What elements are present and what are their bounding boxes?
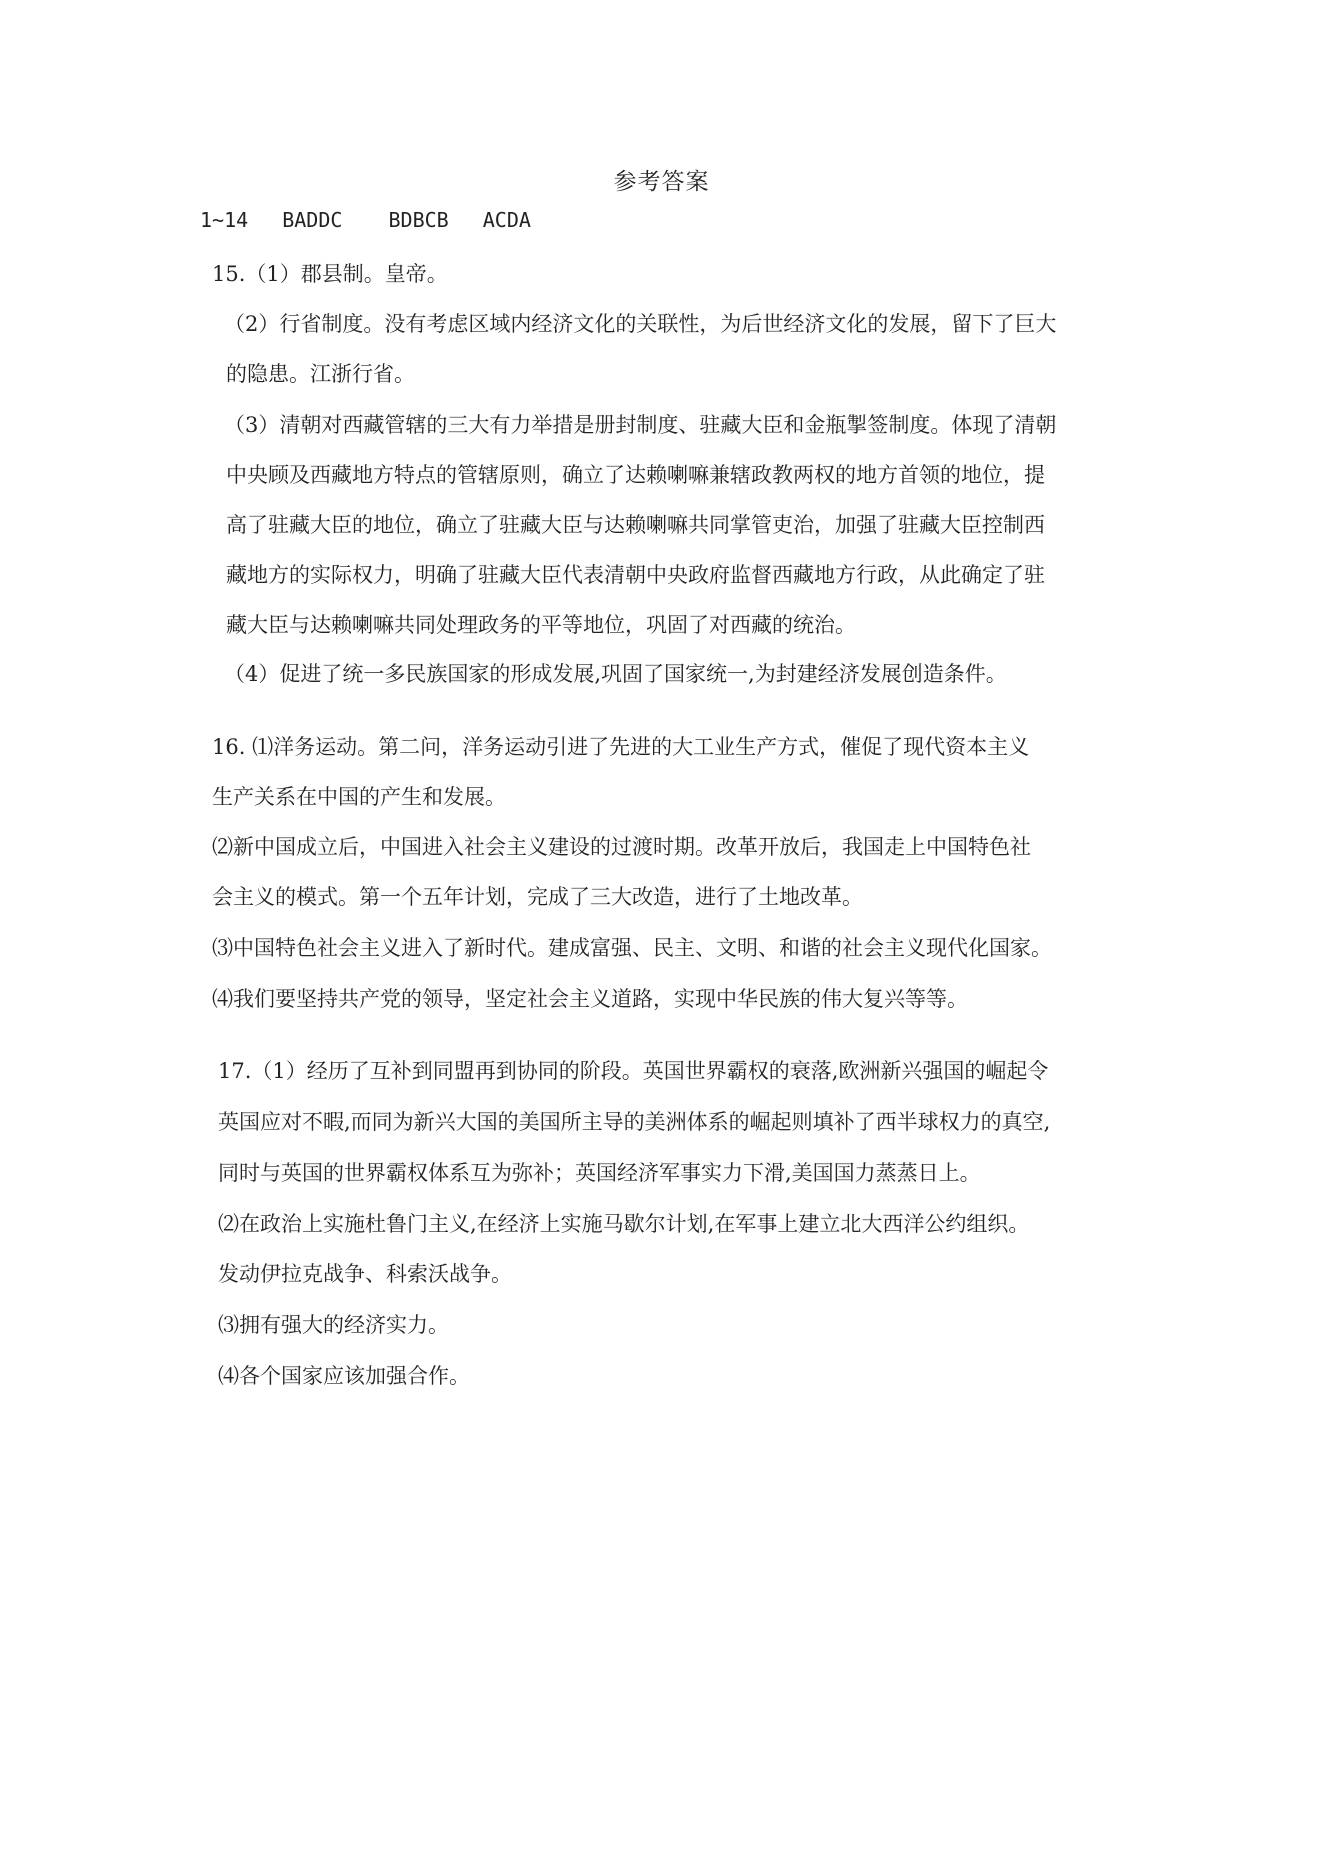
multiple-choice-answers: [200, 206, 553, 234]
q15-line-6: 高了驻藏大臣的地位，确立了驻藏大臣与达赖喇嘛共同掌管吏治，加强了驻藏大臣控制西: [226, 513, 1045, 537]
q17-line-4: ⑵在政治上实施杜鲁门主义,在经济上实施马歇尔计划,在军事上建立北大西洋公约组织。: [218, 1212, 1030, 1236]
q15-line-3: 的隐患。江浙行省。: [226, 362, 415, 386]
q15-line-2: （2）行省制度。没有考虑区域内经济文化的关联性，为后世经济文化的发展，留下了巨大: [224, 312, 1057, 336]
page-title: 参考答案: [613, 169, 710, 195]
mc-range: 1~14: [200, 208, 249, 232]
q15-line-9: （4）促进了统一多民族国家的形成发展,巩固了国家统一,为封建经济发展创造条件。: [224, 662, 1007, 686]
q17-line-7: ⑷各个国家应该加强合作。: [218, 1364, 470, 1388]
q17-line-1: 17.（1）经历了互补到同盟再到协同的阶段。英国世界霸权的衰落,欧洲新兴强国的崛起令: [218, 1059, 1049, 1083]
q16-line-2: 生产关系在中国的产生和发展。: [212, 785, 506, 809]
q15-line-7: 藏地方的实际权力，明确了驻藏大臣代表清朝中央政府监督西藏地方行政，从此确定了驻: [226, 563, 1045, 587]
q15-line-4: （3）清朝对西藏管辖的三大有力举措是册封制度、驻藏大臣和金瓶掣签制度。体现了清朝: [224, 413, 1057, 437]
q16-line-1: 16. ⑴洋务运动。第二问，洋务运动引进了先进的大工业生产方式，催促了现代资本主义: [212, 735, 1030, 759]
mc-group-3: ACDA: [482, 208, 531, 232]
q17-line-6: ⑶拥有强大的经济实力。: [218, 1313, 449, 1337]
q17-line-3: 同时与英国的世界霸权体系互为弥补；英国经济军事实力下滑,美国国力蒸蒸日上。: [218, 1161, 981, 1185]
q17-line-5: 发动伊拉克战争、科索沃战争。: [218, 1262, 512, 1286]
q16-line-5: ⑶中国特色社会主义进入了新时代。建成富强、民主、文明、和谐的社会主义现代化国家。: [212, 936, 1052, 960]
mc-group-1: BADDC: [282, 208, 343, 232]
q15-line-1: 15.（1）郡县制。皇帝。: [212, 262, 448, 286]
q16-line-4: 会主义的模式。第一个五年计划，完成了三大改造，进行了土地改革。: [212, 885, 863, 909]
q17-line-2: 英国应对不暇,而同为新兴大国的美国所主导的美洲体系的崛起则填补了西半球权力的真空,: [218, 1110, 1051, 1134]
q16-line-6: ⑷我们要坚持共产党的领导，坚定社会主义道路，实现中华民族的伟大复兴等等。: [212, 987, 968, 1011]
q15-line-8: 藏大臣与达赖喇嘛共同处理政务的平等地位，巩固了对西藏的统治。: [226, 613, 856, 637]
q16-line-3: ⑵新中国成立后，中国进入社会主义建设的过渡时期。改革开放后，我国走上中国特色社: [212, 835, 1031, 859]
q15-line-5: 中央顾及西藏地方特点的管辖原则，确立了达赖喇嘛兼辖政教两权的地方首领的地位，提: [226, 463, 1045, 487]
mc-group-2: BDBCB: [388, 208, 449, 232]
